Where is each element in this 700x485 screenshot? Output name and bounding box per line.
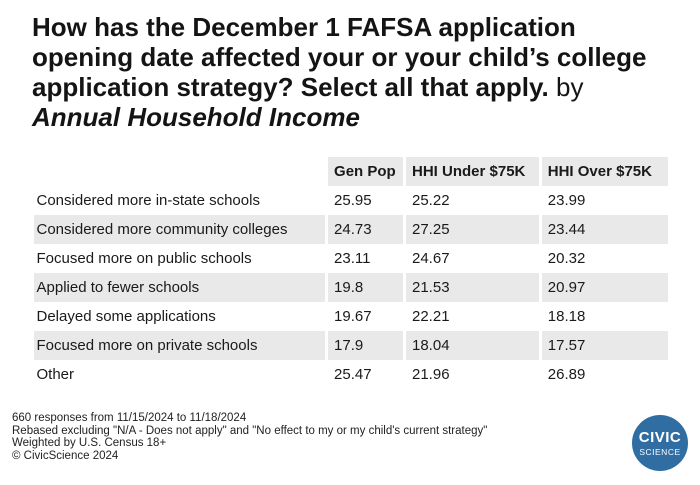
title-by: by [556,72,584,102]
row-label: Considered more in-state schools [36,192,260,209]
row-label: Delayed some applications [36,308,216,325]
cell-value: 23.99 [540,186,668,215]
chart-title [32,12,682,132]
cell-value: 18.18 [540,302,668,331]
cell-value: 25.95 [327,186,405,215]
column-header: HHI Over $75K [540,157,668,186]
logo-text-science: SCIENCE [639,447,681,457]
column-header: HHI Under $75K [405,157,541,186]
footer-weighting: Weighted by U.S. Census 18+ [12,437,167,449]
cell-value: 17.57 [540,331,668,360]
cell-value: 21.96 [405,360,541,389]
cell-value: 21.53 [405,273,541,302]
footer-notes [12,412,487,462]
civicscience-logo [632,415,688,471]
cell-value: 26.89 [540,360,668,389]
footer-responses: 660 responses from 11/15/2024 to 11/18/2024 [12,412,247,424]
row-label: Applied to fewer schools [34,273,327,302]
cell-value: 19.67 [327,302,405,331]
cell-value: 24.67 [405,244,541,273]
logo-text-civic: CIVIC [638,429,682,446]
table-row [34,302,669,331]
table-row [34,360,669,389]
title-question: How has the December 1 FAFSA application opening date affected your or your child’s college application strategy? Select all that apply. [32,12,647,102]
table-row [34,215,669,244]
header-blank [34,157,327,186]
cell-value: 20.32 [540,244,668,273]
cell-value: 18.04 [405,331,541,360]
cell-value: 17.9 [327,331,405,360]
cell-value: 23.44 [540,215,668,244]
table-row [34,331,669,360]
cell-value: 24.73 [327,215,405,244]
cell-value: 19.8 [327,273,405,302]
table-row [34,244,669,273]
results-table [32,157,668,389]
footer-copyright: © CivicScience 2024 [12,449,119,462]
row-label: Considered more community colleges [34,215,327,244]
column-header: Gen Pop [327,157,405,186]
row-label: Focused more on private schools [34,331,327,360]
cell-value: 25.47 [327,360,405,389]
table-row [34,186,669,215]
cell-value: 23.11 [327,244,405,273]
footer-rebased: Rebased excluding "N/A - Does not apply" and "No effect to my or my child's current strategy" [12,424,488,437]
cell-value: 25.22 [405,186,541,215]
table-row [34,273,669,302]
title-segment: Annual Household Income [32,102,360,132]
row-label: Other [36,366,75,383]
cell-value: 22.21 [405,302,541,331]
row-label: Focused more on public schools [36,250,252,267]
cell-value: 20.97 [540,273,668,302]
header-row [34,157,669,186]
cell-value: 27.25 [405,215,541,244]
